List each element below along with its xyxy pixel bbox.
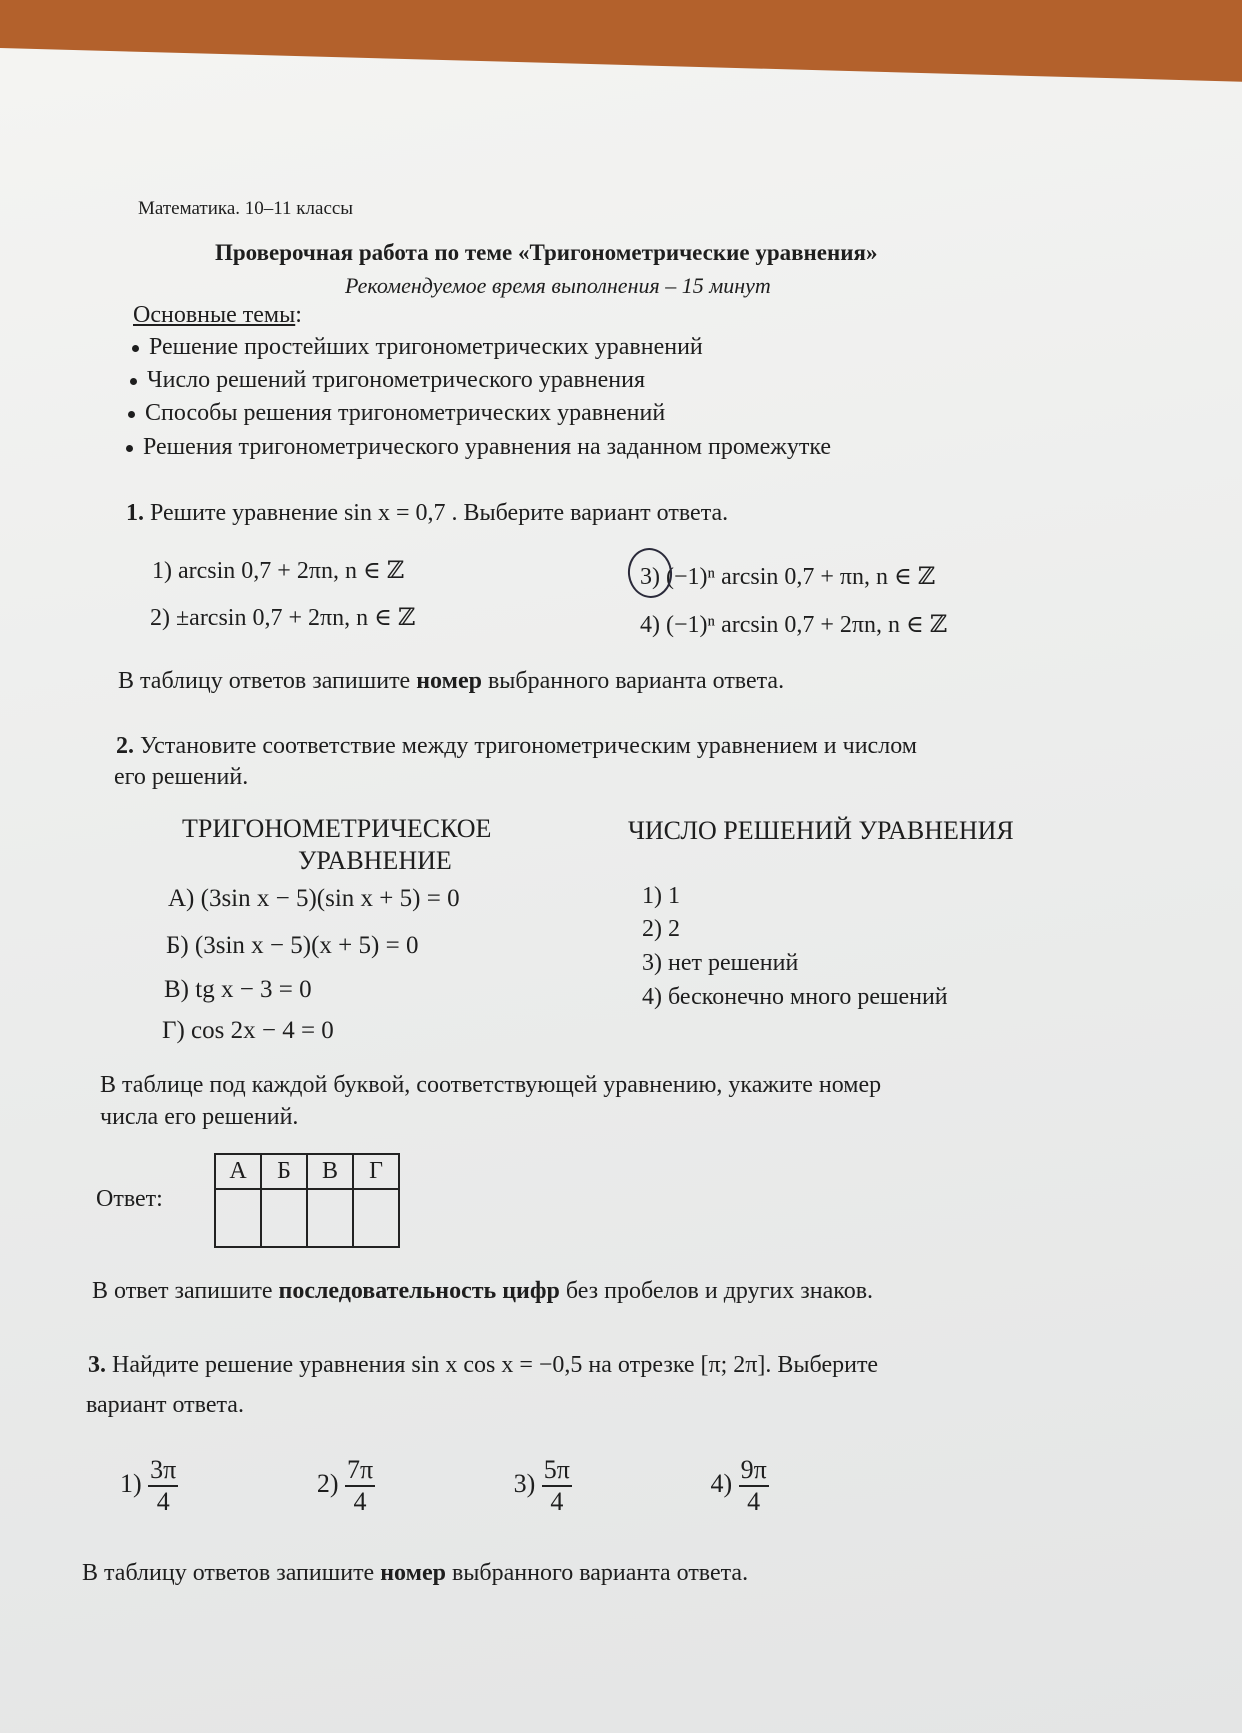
document-title: Проверочная работа по теме «Тригонометрические уравнения» bbox=[215, 240, 878, 265]
count-option-1: 1) 1 bbox=[642, 883, 680, 909]
answer-table-header-row bbox=[215, 1154, 399, 1189]
topic-item: Решения тригонометрического уравнения на заданном промежутке bbox=[126, 434, 831, 461]
answer-cell-a[interactable] bbox=[215, 1189, 261, 1247]
equation-a: А) (3sin x − 5)(sin x + 5) = 0 bbox=[168, 885, 460, 912]
q3-option-1: 1) $\frac{3\pi}{4}$ bbox=[120, 1455, 177, 1516]
question-2-text: 2. Установите соответствие между тригонометрическим уравнением и числом bbox=[116, 733, 917, 759]
answer-table bbox=[214, 1153, 400, 1248]
topics-heading-colon: : bbox=[295, 302, 302, 328]
topic-item: Решение простейших тригонометрических уравнений bbox=[132, 334, 703, 361]
equation-column-heading-2: УРАВНЕНИЕ bbox=[298, 846, 452, 875]
equation-g: Г) cos 2x − 4 = 0 bbox=[162, 1017, 334, 1044]
topic-item: Способы решения тригонометрических уравнений bbox=[128, 400, 665, 427]
q2-final-instruction: В ответ запишите последовательность цифр без пробелов и других знаков. bbox=[92, 1278, 874, 1304]
topics-heading-row bbox=[133, 302, 302, 329]
question-1-text: 1. Решите уравнение sin x = 0,7 . Выберите вариант ответа. bbox=[126, 500, 729, 526]
answer-header-a: А bbox=[215, 1154, 261, 1189]
question-1-number: 1. bbox=[126, 500, 144, 526]
equation-v: В) tg x − 3 = 0 bbox=[164, 976, 312, 1003]
bullet-icon bbox=[132, 345, 139, 352]
q1-instruction: В таблицу ответов запишите номер выбранного варианта ответа. bbox=[118, 668, 785, 694]
count-option-4: 4) бесконечно много решений bbox=[642, 984, 948, 1010]
q2-instruction-line1: В таблице под каждой буквой, соответствующей уравнению, укажите номер bbox=[100, 1072, 882, 1098]
fraction: $\frac{3\pi}{4}$ bbox=[150, 1455, 177, 1516]
answer-cell-g[interactable] bbox=[353, 1189, 399, 1247]
q1-option-3: 3) (−1)ⁿ arcsin 0,7 + πn, n ∈ ℤ bbox=[640, 564, 936, 590]
q1-option-2: 2) ±arcsin 0,7 + 2πn, n ∈ ℤ bbox=[150, 605, 416, 631]
answer-label: Ответ: bbox=[96, 1186, 163, 1212]
q3-option-3: 3) $\frac{5\pi}{4}$ bbox=[513, 1455, 570, 1516]
answer-header-g: Г bbox=[353, 1154, 399, 1189]
q3-option-2: 2) $\frac{7\pi}{4}$ bbox=[316, 1455, 374, 1516]
answer-header-b: Б bbox=[261, 1154, 307, 1189]
count-option-3: 3) нет решений bbox=[642, 950, 799, 976]
answer-cell-v[interactable] bbox=[307, 1189, 353, 1247]
topic-item: Число решений тригонометрического уравнения bbox=[130, 367, 645, 394]
answer-cell-b[interactable] bbox=[261, 1189, 307, 1247]
q1-option-4: 4) (−1)ⁿ arcsin 0,7 + 2πn, n ∈ ℤ bbox=[640, 612, 948, 638]
q1-option-1: 1) arcsin 0,7 + 2πn, n ∈ ℤ bbox=[152, 558, 405, 584]
fraction: $\frac{9\pi}{4}$ bbox=[740, 1455, 767, 1516]
bullet-icon bbox=[130, 378, 137, 385]
bullet-icon bbox=[128, 411, 135, 418]
fraction: $\frac{7\pi}{4}$ bbox=[346, 1455, 374, 1516]
question-3-text-line2: вариант ответа. bbox=[86, 1392, 244, 1418]
q3-option-4: 4) $\frac{9\pi}{4}$ bbox=[710, 1455, 767, 1516]
question-2-text-line2: его решений. bbox=[114, 764, 249, 790]
fraction: $\frac{5\pi}{4}$ bbox=[543, 1455, 570, 1516]
q3-instruction: В таблицу ответов запишите номер выбранного варианта ответа. bbox=[82, 1560, 749, 1586]
equation-b: Б) (3sin x − 5)(x + 5) = 0 bbox=[166, 932, 419, 959]
answer-header-v: В bbox=[307, 1154, 353, 1189]
count-column-heading: ЧИСЛО РЕШЕНИЙ УРАВНЕНИЯ bbox=[628, 816, 1014, 845]
topics-heading: Основные темы bbox=[133, 302, 296, 328]
equation-column-heading: ТРИГОНОМЕТРИЧЕСКОЕ bbox=[182, 814, 492, 843]
count-option-2: 2) 2 bbox=[642, 916, 680, 942]
question-3-number: 3. bbox=[88, 1352, 106, 1378]
answer-table-input-row bbox=[215, 1189, 399, 1247]
question-3-text: 3. Найдите решение уравнения sin x cos x = −0,5 на отрезке [π; 2π]. Выберите bbox=[88, 1352, 879, 1378]
document-subtitle: Рекомендуемое время выполнения – 15 минут bbox=[345, 273, 771, 298]
question-2-number: 2. bbox=[116, 733, 134, 759]
bullet-icon bbox=[126, 445, 133, 452]
q3-options-row bbox=[120, 1455, 769, 1517]
subject-line: Математика. 10–11 классы bbox=[138, 198, 354, 219]
q2-instruction-line2: числа его решений. bbox=[100, 1104, 299, 1130]
